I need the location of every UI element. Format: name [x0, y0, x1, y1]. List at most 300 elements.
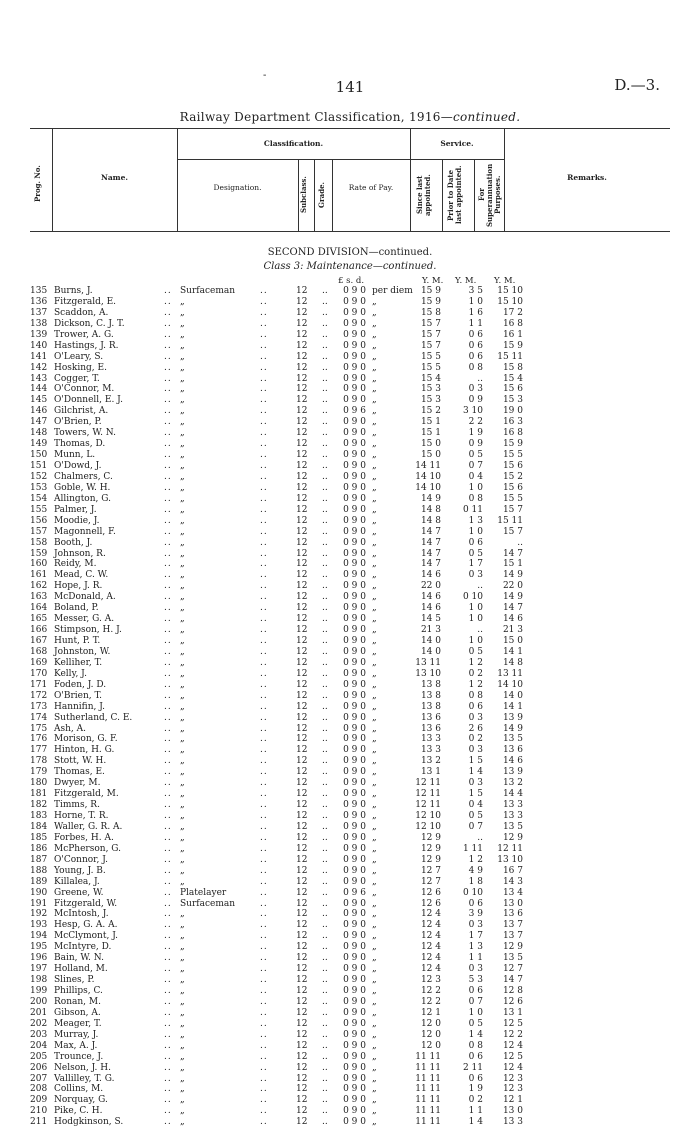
leader-dots: .. — [164, 996, 172, 1007]
leader-dots: .. — [260, 1084, 268, 1095]
leader-dots: .. — [322, 373, 328, 384]
row-designation: Surfaceman — [180, 286, 236, 296]
row-grade: 12 — [296, 318, 308, 329]
row-prior: 1 0 — [468, 296, 483, 307]
row-rate: 0 9 0 — [343, 482, 366, 493]
row-rate-period: „ — [372, 1029, 377, 1040]
row-rate-period: „ — [372, 767, 377, 778]
table-row — [0, 920, 700, 931]
leader-dots: .. — [322, 931, 328, 942]
row-number: 154 — [30, 493, 48, 504]
row-super: 14 10 — [497, 679, 523, 690]
row-grade: 12 — [296, 537, 308, 548]
leader-dots: .. — [164, 406, 172, 417]
row-rate: 0 9 0 — [343, 318, 366, 329]
table-row — [0, 395, 700, 406]
row-grade: 12 — [296, 428, 308, 439]
row-rate-period: „ — [372, 953, 377, 964]
leader-dots: .. — [164, 581, 172, 592]
row-super: 12 4 — [502, 1040, 523, 1051]
leader-dots: .. — [322, 504, 328, 515]
row-number: 197 — [30, 964, 48, 975]
row-grade: 12 — [296, 526, 308, 537]
table-row — [0, 1074, 700, 1085]
row-grade: 12 — [296, 362, 308, 373]
row-since: 22 0 — [420, 581, 441, 592]
table-row — [0, 330, 700, 341]
row-since: 15 5 — [420, 351, 441, 362]
table-row — [0, 647, 700, 658]
row-super: 13 2 — [502, 778, 523, 789]
row-name: O'Leary, S. — [54, 351, 104, 362]
leader-dots: .. — [260, 767, 268, 778]
row-grade: 12 — [296, 778, 308, 789]
row-since: 14 8 — [420, 515, 441, 526]
leader-dots: .. — [260, 395, 268, 406]
row-name: Norquay, G. — [54, 1095, 108, 1106]
leader-dots: .. — [322, 1040, 328, 1051]
row-grade: 12 — [296, 1117, 308, 1128]
staff-table-body — [0, 286, 700, 1128]
leader-dots: .. — [260, 373, 268, 384]
leader-dots: .. — [260, 439, 268, 450]
row-number: 150 — [30, 450, 48, 461]
row-rate-period: „ — [372, 1018, 377, 1029]
row-rate: 0 9 0 — [343, 931, 366, 942]
row-name: Gibson, A. — [54, 1007, 101, 1018]
row-name: McDonald, A. — [54, 592, 116, 603]
row-designation: „ — [180, 406, 185, 417]
leader-dots: .. — [260, 1073, 268, 1084]
row-designation: „ — [180, 362, 185, 373]
leader-dots: .. — [322, 1106, 328, 1117]
money-units: £ s. d. — [338, 276, 365, 286]
row-designation: „ — [180, 964, 185, 975]
row-number: 137 — [30, 307, 48, 318]
row-rate-period: „ — [372, 450, 377, 461]
row-number: 138 — [30, 318, 48, 329]
row-designation: „ — [180, 778, 185, 789]
table-row — [0, 1095, 700, 1106]
row-rate-period: „ — [372, 461, 377, 471]
row-prior: 0 5 — [468, 646, 483, 657]
row-since: 13 2 — [420, 756, 441, 767]
row-grade: 12 — [296, 756, 308, 767]
row-grade: 12 — [296, 1040, 308, 1051]
row-since: 12 4 — [420, 920, 441, 931]
leader-dots: .. — [164, 953, 172, 964]
leader-dots: .. — [164, 1095, 172, 1106]
leader-dots: .. — [164, 362, 172, 373]
table-row — [0, 833, 700, 844]
leader-dots: .. — [164, 723, 172, 734]
leader-dots: .. — [164, 646, 172, 657]
row-super: 12 7 — [502, 964, 523, 975]
row-rate: 0 9 0 — [343, 854, 366, 865]
row-super: 16 8 — [502, 428, 523, 439]
leader-dots: .. — [164, 1040, 172, 1051]
leader-dots: .. — [164, 1073, 172, 1084]
row-grade: 12 — [296, 1095, 308, 1106]
row-rate-period: „ — [372, 406, 377, 417]
leader-dots: .. — [260, 1040, 268, 1051]
row-since: 12 2 — [420, 996, 441, 1007]
row-number: 190 — [30, 887, 48, 898]
row-super: 14 9 — [502, 592, 523, 603]
table-row — [0, 297, 700, 308]
leader-dots: .. — [260, 854, 268, 865]
table-row — [0, 450, 700, 461]
row-since: 12 4 — [420, 953, 441, 964]
row-prior: .. — [477, 581, 483, 592]
row-since: 13 6 — [420, 712, 441, 723]
row-grade: 12 — [296, 734, 308, 745]
row-super: 13 4 — [502, 887, 523, 898]
row-since: 15 3 — [420, 395, 441, 406]
row-rate: 0 9 0 — [343, 351, 366, 362]
row-since: 15 0 — [420, 439, 441, 450]
row-name: Slines, P. — [54, 975, 95, 986]
row-since: 15 2 — [420, 406, 441, 417]
leader-dots: .. — [164, 592, 172, 603]
row-rate: 0 9 0 — [343, 1062, 366, 1073]
leader-dots: .. — [164, 734, 172, 745]
row-grade: 12 — [296, 964, 308, 975]
leader-dots: .. — [260, 657, 268, 668]
row-rate-period: „ — [372, 493, 377, 504]
row-grade: 12 — [296, 679, 308, 690]
row-prior: 1 5 — [468, 756, 483, 767]
row-since: 15 9 — [420, 296, 441, 307]
leader-dots: .. — [260, 1062, 268, 1073]
row-prior: 2 2 — [468, 417, 483, 428]
leader-dots: .. — [164, 625, 172, 636]
title-continued: continued. — [453, 110, 521, 124]
leader-dots: .. — [260, 778, 268, 789]
leader-dots: .. — [322, 975, 328, 986]
row-rate: 0 9 0 — [343, 964, 366, 975]
table-row — [0, 975, 700, 986]
table-row — [0, 669, 700, 680]
row-rate: 0 9 0 — [343, 548, 366, 559]
row-number: 136 — [30, 296, 48, 307]
table-row — [0, 559, 700, 570]
leader-dots: .. — [164, 821, 172, 832]
row-grade: 12 — [296, 986, 308, 996]
row-prior: 1 9 — [468, 428, 483, 439]
row-grade: 12 — [296, 625, 308, 636]
row-rate-period: „ — [372, 898, 377, 909]
row-designation: „ — [180, 953, 185, 964]
row-super: 19 0 — [502, 406, 523, 417]
table-row — [0, 352, 700, 363]
row-designation: „ — [180, 1018, 185, 1029]
row-name: McPherson, G. — [54, 843, 122, 854]
row-prior: 1 0 — [468, 482, 483, 493]
row-since: 14 0 — [420, 636, 441, 646]
leader-dots: .. — [164, 1007, 172, 1018]
leader-dots: .. — [164, 296, 172, 307]
leader-dots: .. — [260, 581, 268, 592]
leader-dots: .. — [164, 307, 172, 318]
row-name: Waller, G. R. A. — [54, 821, 123, 832]
row-prior: 0 10 — [462, 592, 483, 603]
table-row — [0, 844, 700, 855]
row-name: Collins, M. — [54, 1084, 104, 1095]
row-grade: 12 — [296, 461, 308, 471]
table-row — [0, 680, 700, 691]
leader-dots: .. — [260, 832, 268, 843]
row-number: 206 — [30, 1062, 48, 1073]
leader-dots: .. — [164, 865, 172, 876]
row-number: 170 — [30, 668, 48, 679]
row-name: Booth, J. — [54, 537, 93, 548]
row-since: 14 6 — [420, 570, 441, 581]
row-super: 12 3 — [502, 1084, 523, 1095]
leader-dots: .. — [164, 690, 172, 701]
leader-dots: .. — [260, 351, 268, 362]
row-rate: 0 9 0 — [343, 756, 366, 767]
row-super: 12 11 — [497, 843, 523, 854]
row-grade: 12 — [296, 417, 308, 428]
row-since: 15 9 — [420, 286, 441, 296]
row-super: 13 9 — [502, 712, 523, 723]
row-prior: 2 11 — [462, 1062, 483, 1073]
row-designation: „ — [180, 515, 185, 526]
leader-dots: .. — [322, 1062, 328, 1073]
row-since: 14 10 — [415, 482, 441, 493]
row-designation: „ — [180, 351, 185, 362]
leader-dots: .. — [322, 712, 328, 723]
row-grade: 12 — [296, 439, 308, 450]
row-rate-period: „ — [372, 800, 377, 811]
leader-dots: .. — [260, 1018, 268, 1029]
row-rate: 0 9 0 — [343, 942, 366, 953]
table-row — [0, 406, 700, 417]
row-designation: „ — [180, 537, 185, 548]
row-super: 16 8 — [502, 318, 523, 329]
leader-dots: .. — [260, 789, 268, 800]
table-row — [0, 527, 700, 538]
table-row — [0, 756, 700, 767]
row-number: 161 — [30, 570, 48, 581]
row-designation: „ — [180, 636, 185, 646]
leader-dots: .. — [260, 679, 268, 690]
row-grade: 12 — [296, 548, 308, 559]
row-name: Fitzgerald, M. — [54, 789, 119, 800]
row-super: 13 11 — [497, 668, 523, 679]
row-name: Horne, T. R. — [54, 811, 109, 821]
row-number: 155 — [30, 504, 48, 515]
row-name: Thomas, E. — [54, 767, 105, 778]
row-number: 203 — [30, 1029, 48, 1040]
row-rate: 0 9 0 — [343, 395, 366, 406]
row-designation: „ — [180, 1073, 185, 1084]
row-designation: „ — [180, 843, 185, 854]
row-super: 15 6 — [502, 461, 523, 471]
col-name: Name. — [100, 173, 129, 182]
leader-dots: .. — [322, 657, 328, 668]
leader-dots: .. — [322, 811, 328, 821]
row-super: 13 9 — [502, 767, 523, 778]
row-number: 160 — [30, 559, 48, 570]
row-designation: „ — [180, 865, 185, 876]
table-row — [0, 1008, 700, 1019]
leader-dots: .. — [260, 329, 268, 340]
leader-dots: .. — [260, 931, 268, 942]
table-row — [0, 658, 700, 669]
leader-dots: .. — [260, 362, 268, 373]
row-since: 12 4 — [420, 942, 441, 953]
leader-dots: .. — [260, 450, 268, 461]
row-prior: 0 4 — [468, 800, 483, 811]
row-designation: „ — [180, 417, 185, 428]
table-row — [0, 625, 700, 636]
leader-dots: .. — [260, 307, 268, 318]
row-since: 12 4 — [420, 931, 441, 942]
row-prior: 0 5 — [468, 548, 483, 559]
row-since: 12 4 — [420, 964, 441, 975]
row-grade: 12 — [296, 712, 308, 723]
table-row — [0, 789, 700, 800]
row-rate: 0 9 0 — [343, 657, 366, 668]
row-rate-period: „ — [372, 428, 377, 439]
row-prior: 1 2 — [468, 679, 483, 690]
col-prior: Prior to Date last appointed. — [446, 165, 463, 225]
leader-dots: .. — [260, 318, 268, 329]
table-row — [0, 724, 700, 735]
leader-dots: .. — [164, 428, 172, 439]
row-prior: 1 6 — [468, 307, 483, 318]
row-rate-period: „ — [372, 537, 377, 548]
row-prior: 0 2 — [468, 734, 483, 745]
leader-dots: .. — [164, 1051, 172, 1062]
row-grade: 12 — [296, 1007, 308, 1018]
table-row — [0, 505, 700, 516]
row-rate: 0 9 0 — [343, 1007, 366, 1018]
row-super: 15 0 — [502, 636, 523, 646]
row-rate-period: „ — [372, 756, 377, 767]
row-number: 174 — [30, 712, 48, 723]
row-since: 15 7 — [420, 340, 441, 351]
row-number: 205 — [30, 1051, 48, 1062]
leader-dots: .. — [260, 876, 268, 887]
row-name: Forbes, H. A. — [54, 832, 114, 843]
row-designation: „ — [180, 920, 185, 931]
row-number: 142 — [30, 362, 48, 373]
row-super: 15 11 — [497, 515, 523, 526]
row-super: 12 3 — [502, 1073, 523, 1084]
table-row — [0, 636, 700, 647]
row-rate-period: „ — [372, 909, 377, 920]
row-rate: 0 9 0 — [343, 811, 366, 821]
table-row — [0, 855, 700, 866]
row-number: 167 — [30, 636, 48, 646]
leader-dots: .. — [322, 767, 328, 778]
row-since: 15 1 — [420, 417, 441, 428]
row-grade: 12 — [296, 767, 308, 778]
leader-dots: .. — [322, 701, 328, 712]
row-name: Pike, C. H. — [54, 1106, 103, 1117]
row-designation: „ — [180, 1095, 185, 1106]
row-super: 12 4 — [502, 1062, 523, 1073]
row-number: 179 — [30, 767, 48, 778]
row-grade: 12 — [296, 898, 308, 909]
table-row — [0, 341, 700, 352]
row-rate: 0 9 0 — [343, 373, 366, 384]
leader-dots: .. — [260, 406, 268, 417]
leader-dots: .. — [260, 745, 268, 756]
leader-dots: .. — [322, 920, 328, 931]
row-rate-period: „ — [372, 526, 377, 537]
row-rate-period: „ — [372, 592, 377, 603]
table-row — [0, 483, 700, 494]
row-rate-period: „ — [372, 471, 377, 482]
row-rate: 0 9 0 — [343, 767, 366, 778]
row-grade: 12 — [296, 832, 308, 843]
row-number: 158 — [30, 537, 48, 548]
leader-dots: .. — [260, 1007, 268, 1018]
row-number: 189 — [30, 876, 48, 887]
row-number: 181 — [30, 789, 48, 800]
row-rate-period: „ — [372, 636, 377, 646]
leader-dots: .. — [260, 821, 268, 832]
row-rate-period: „ — [372, 986, 377, 996]
row-rate: 0 9 0 — [343, 570, 366, 581]
row-designation: „ — [180, 318, 185, 329]
table-row — [0, 953, 700, 964]
leader-dots: .. — [260, 646, 268, 657]
leader-dots: .. — [164, 1106, 172, 1117]
table-row — [0, 516, 700, 527]
row-super: 15 5 — [502, 450, 523, 461]
row-prior: .. — [477, 373, 483, 384]
row-super: 12 1 — [502, 1095, 523, 1106]
row-rate-period: „ — [372, 1106, 377, 1117]
row-designation: „ — [180, 745, 185, 756]
row-rate-period: „ — [372, 439, 377, 450]
row-designation: „ — [180, 1106, 185, 1117]
leader-dots: .. — [164, 493, 172, 504]
row-designation: „ — [180, 395, 185, 406]
row-grade: 12 — [296, 592, 308, 603]
row-name: Johnson, R. — [54, 548, 106, 559]
leader-dots: .. — [164, 876, 172, 887]
row-rate-period: „ — [372, 734, 377, 745]
row-designation: „ — [180, 668, 185, 679]
row-rate-period: „ — [372, 679, 377, 690]
row-since: 14 6 — [420, 592, 441, 603]
leader-dots: .. — [322, 865, 328, 876]
row-rate-period: „ — [372, 340, 377, 351]
leader-dots: .. — [260, 1029, 268, 1040]
row-designation: „ — [180, 428, 185, 439]
row-number: 185 — [30, 832, 48, 843]
row-prior: 0 3 — [468, 778, 483, 789]
row-grade: 12 — [296, 953, 308, 964]
row-rate-period: „ — [372, 362, 377, 373]
row-rate-period: „ — [372, 296, 377, 307]
row-super: 13 3 — [502, 800, 523, 811]
row-name: Meager, T. — [54, 1018, 102, 1029]
leader-dots: .. — [322, 1018, 328, 1029]
leader-dots: .. — [260, 286, 268, 296]
row-name: Young, J. B. — [54, 865, 106, 876]
leader-dots: .. — [260, 1117, 268, 1128]
row-number: 135 — [30, 286, 48, 296]
row-prior: 1 2 — [468, 657, 483, 668]
leader-dots: .. — [260, 701, 268, 712]
